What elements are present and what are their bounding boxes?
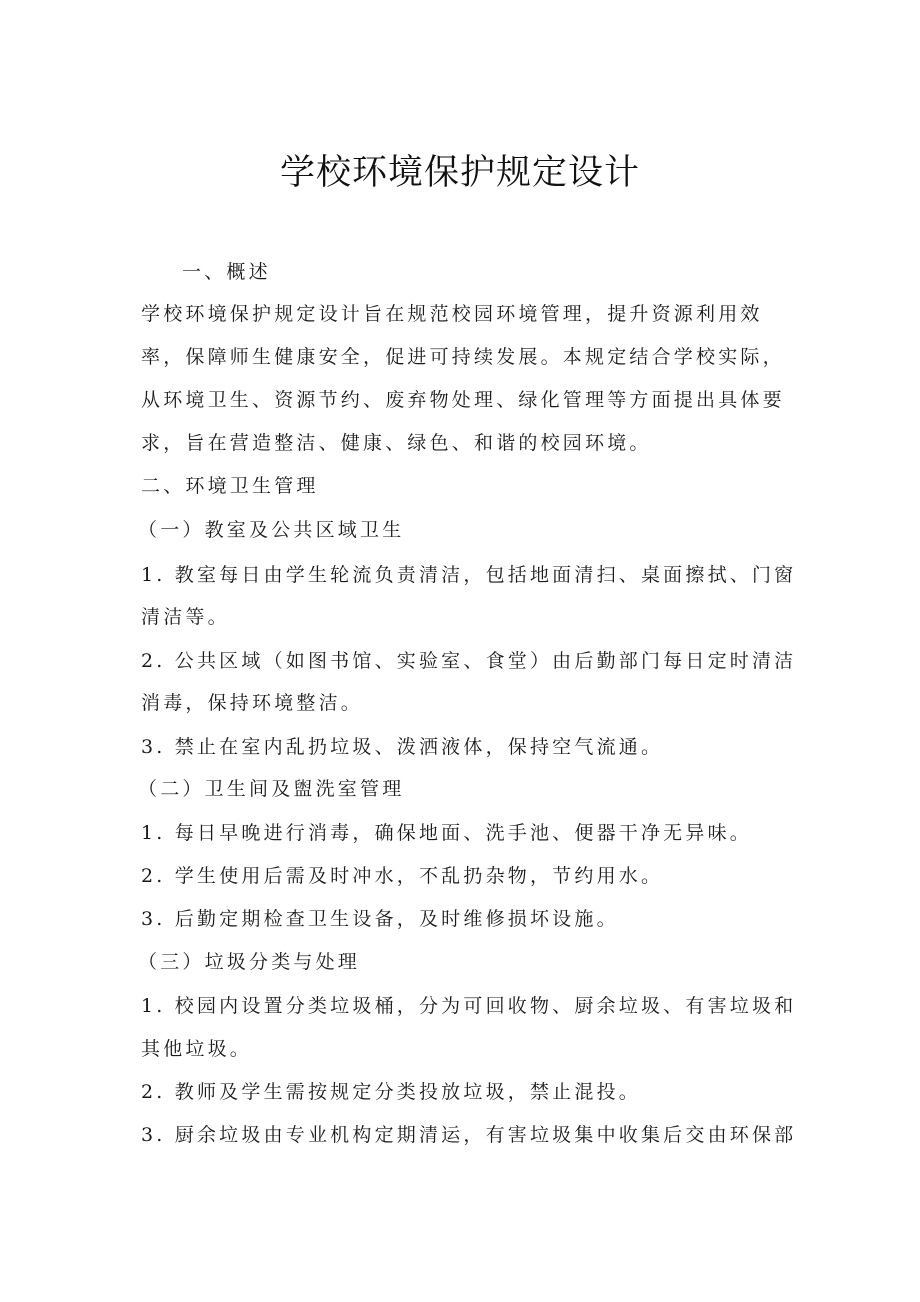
section-heading-hygiene: 二、环境卫生管理 — [141, 475, 319, 497]
list-item-line: 1. 教室每日由学生轮流负责清洁，包括地面清扫、桌面擦拭、门窗 — [141, 564, 797, 586]
list-item-line: 1. 每日早晚进行消毒，确保地面、洗手池、便器干净无异味。 — [141, 822, 752, 844]
list-item-line: 清洁等。 — [141, 606, 230, 628]
list-item-line: 2. 学生使用后需及时冲水，不乱扔杂物，节约用水。 — [141, 865, 664, 887]
paragraph-line: 从环境卫生、资源节约、废弃物处理、绿化管理等方面提出具体要 — [141, 389, 785, 411]
section-heading-overview: 一、概述 — [182, 261, 271, 283]
list-item-line: 3. 禁止在室内乱扔垃圾、泼洒液体，保持空气流通。 — [141, 736, 664, 758]
paragraph-line: 率，保障师生健康安全，促进可持续发展。本规定结合学校实际， — [141, 346, 785, 368]
paragraph-line: 求，旨在营造整洁、健康、绿色、和谐的校园环境。 — [141, 432, 652, 454]
paragraph-line: 学校环境保护规定设计旨在规范校园环境管理，提升资源利用效 — [141, 303, 763, 325]
subsection-heading: （三）垃圾分类与处理 — [138, 951, 361, 973]
document-title: 学校环境保护规定设计 — [279, 153, 640, 193]
list-item-line: 3. 后勤定期检查卫生设备，及时维修损坏设施。 — [141, 908, 619, 930]
list-item-line: 2. 公共区域（如图书馆、实验室、食堂）由后勤部门每日定时清洁 — [141, 650, 797, 672]
list-item-line: 消毒，保持环境整洁。 — [141, 692, 364, 714]
list-item-line: 3. 厨余垃圾由专业机构定期清运，有害垃圾集中收集后交由环保部 — [141, 1124, 797, 1146]
list-item-line: 其他垃圾。 — [141, 1038, 253, 1060]
list-item-line: 1. 校园内设置分类垃圾桶，分为可回收物、厨余垃圾、有害垃圾和 — [141, 995, 797, 1017]
subsection-heading: （一）教室及公共区域卫生 — [138, 519, 405, 541]
list-item-line: 2. 教师及学生需按规定分类投放垃圾，禁止混投。 — [141, 1081, 641, 1103]
subsection-heading: （二）卫生间及盥洗室管理 — [138, 778, 405, 800]
